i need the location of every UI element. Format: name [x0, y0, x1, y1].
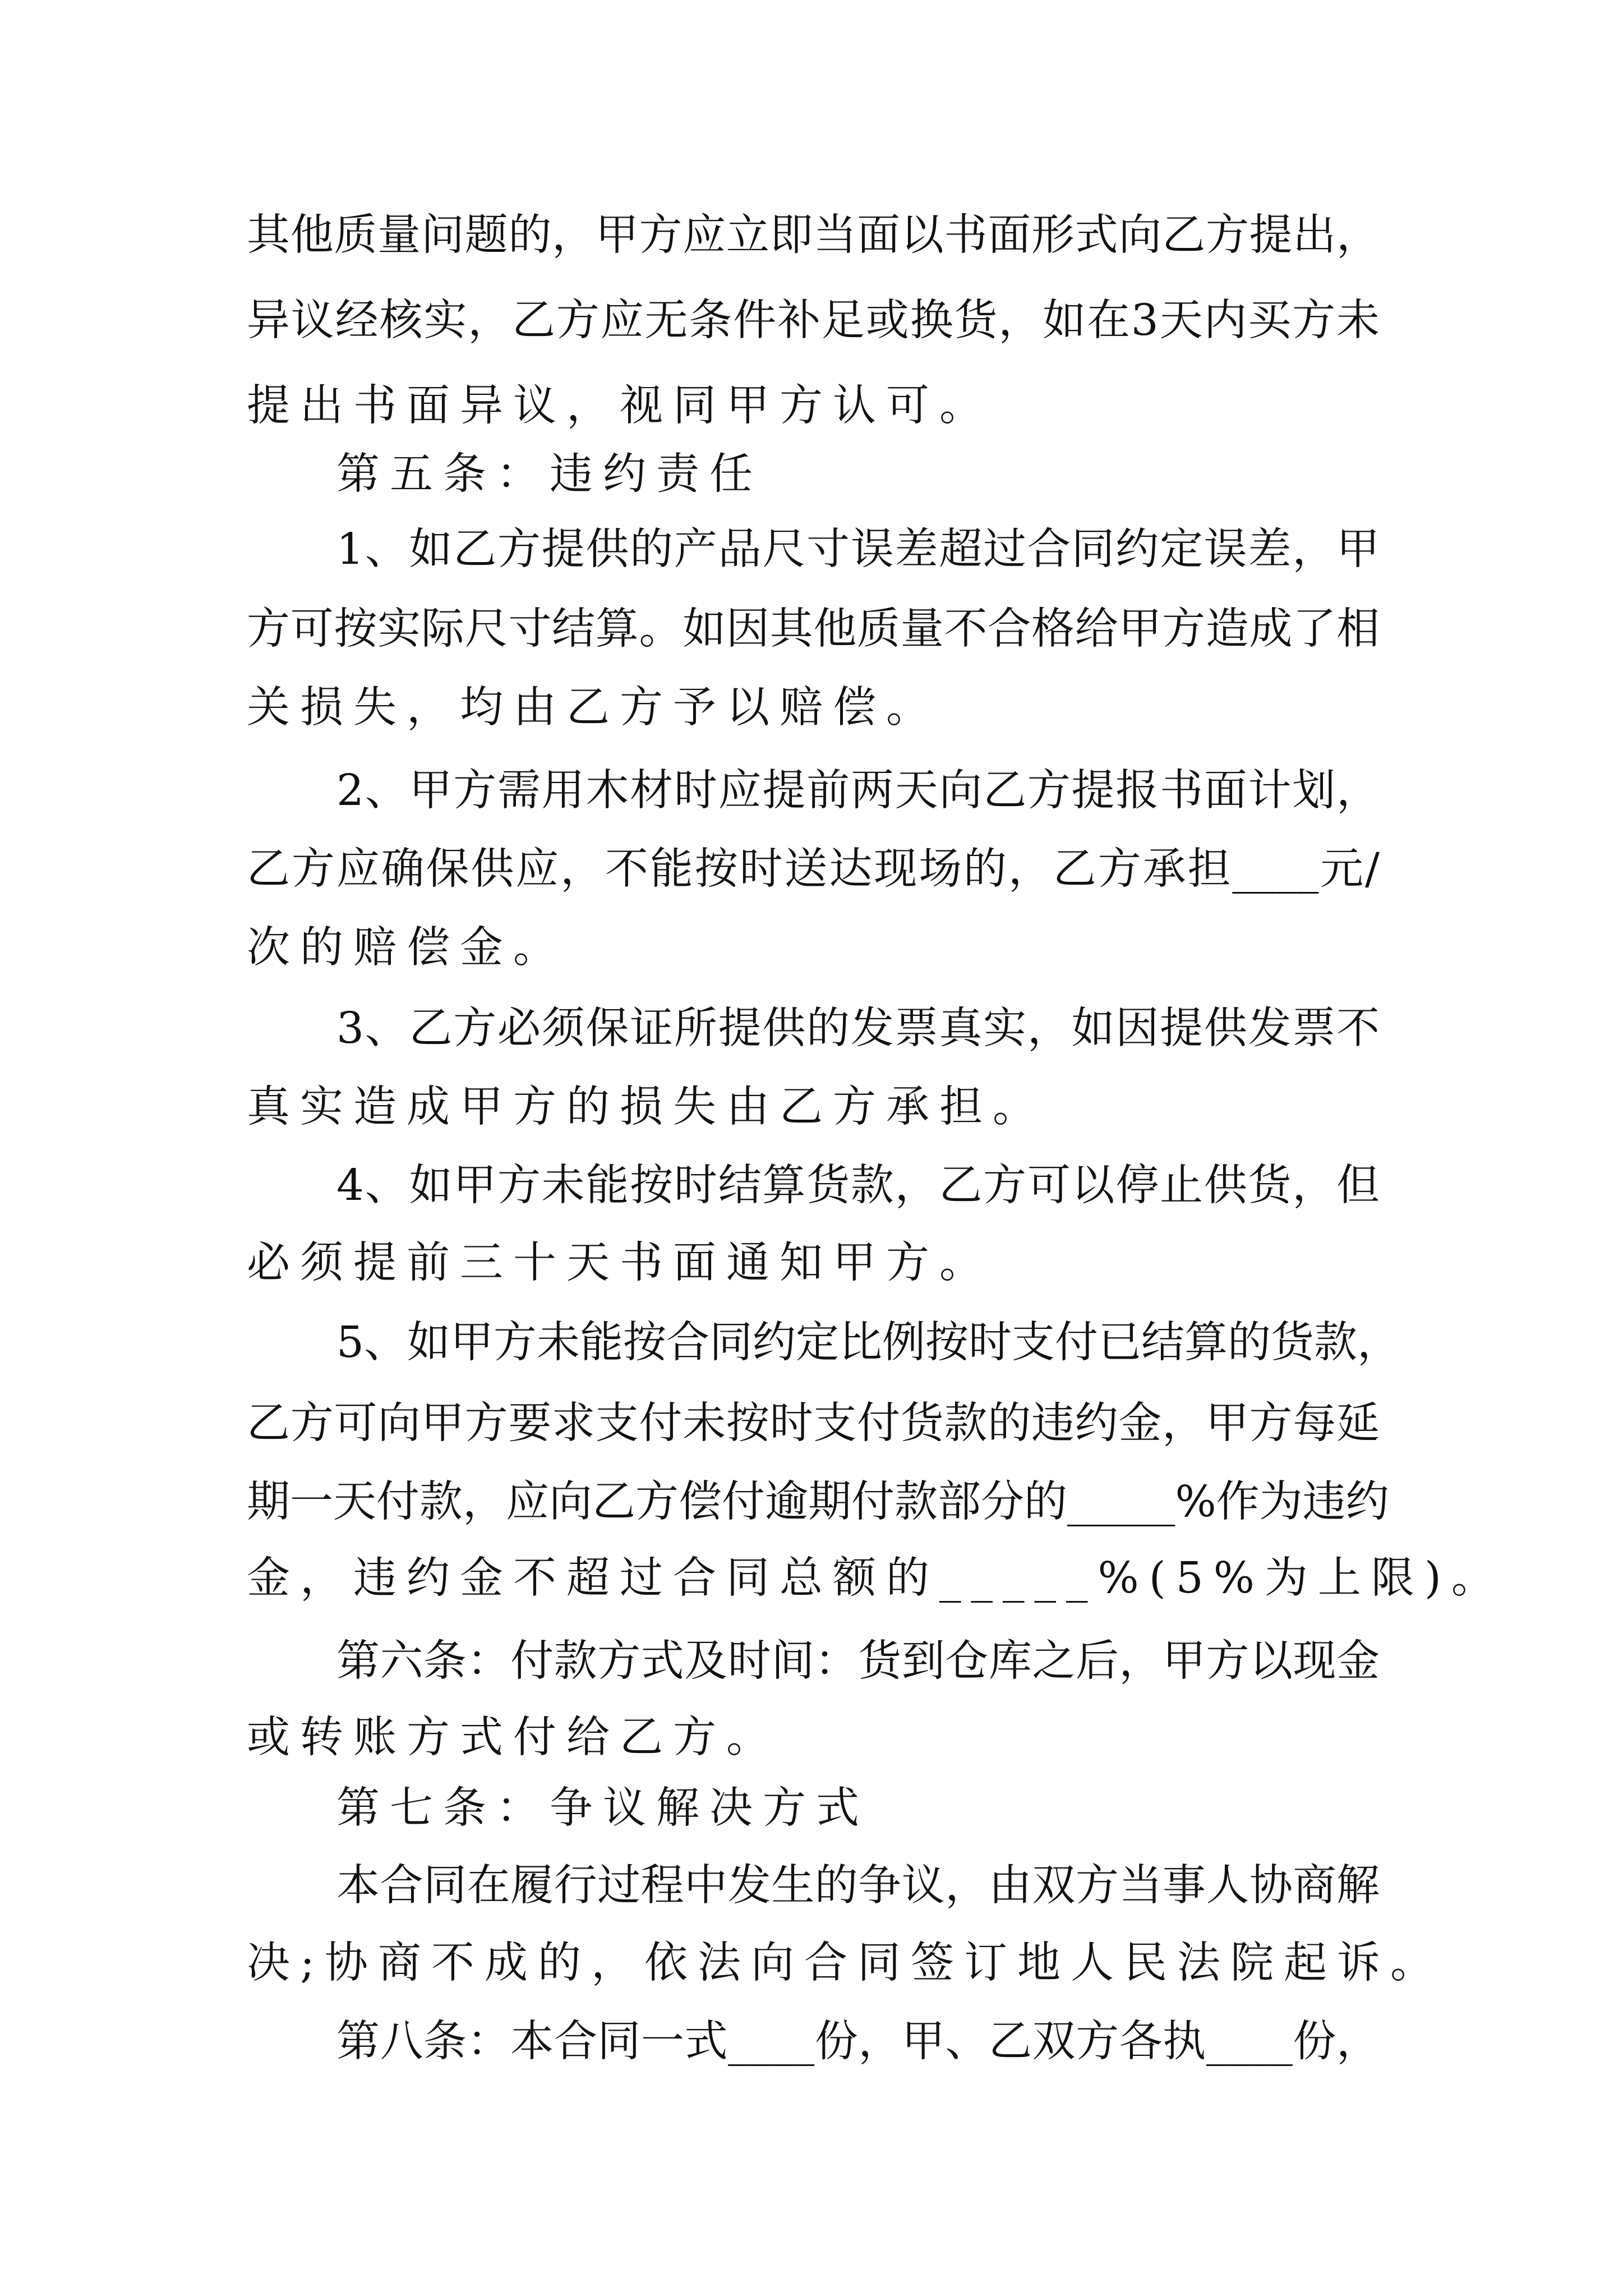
- text-line: 第八条：本合同一式____份，甲、乙双方各执____份，: [336, 2017, 1380, 2067]
- text-line: 提出书面异议，视同甲方认可。: [247, 381, 993, 431]
- text-line: 次的赔偿金。: [247, 923, 566, 973]
- text-line: 期一天付款，应向乙方偿付逾期付款部分的_____%作为违约: [247, 1477, 1389, 1527]
- text-line: 真实造成甲方的损失由乙方承担。: [247, 1082, 1046, 1132]
- text-line: 关损失，均由乙方予以赔偿。: [247, 683, 939, 733]
- text-line: 其他质量问题的，甲方应立即当面以书面形式向乙方提出，: [247, 210, 1380, 260]
- text-line: 第六条：付款方式及时间：货到仓库之后，甲方以现金: [336, 1636, 1380, 1686]
- text-line: 或转账方式付给乙方。: [247, 1713, 780, 1763]
- text-line: 4、如甲方未能按时结算货款，乙方可以停止供货，但: [336, 1161, 1380, 1211]
- text-line: 必须提前三十天书面通知甲方。: [247, 1238, 993, 1288]
- section-heading: 第五条：违约责任: [336, 449, 763, 499]
- text-line: 2、甲方需用木材时应提前两天向乙方提报书面计划，: [336, 766, 1380, 816]
- text-line: 5、如甲方未能按合同约定比例按时支付已结算的货款，: [336, 1318, 1400, 1368]
- text-line: 方可按实际尺寸结算。如因其他质量不合格给甲方造成了相: [247, 604, 1380, 654]
- section-heading: 第七条：争议解决方式: [336, 1783, 869, 1833]
- text-line: 乙方可向甲方要求支付未按时支付货款的违约金，甲方每延: [247, 1398, 1380, 1448]
- text-line: 乙方应确保供应，不能按时送达现场的，乙方承担____元/: [247, 844, 1380, 894]
- text-line: 异议经核实，乙方应无条件补足或换货，如在3天内买方未: [247, 296, 1380, 346]
- text-line: 决;协商不成的，依法向合同签订地人民法院起诉。: [247, 1938, 1444, 1988]
- text-line: 金，违约金不超过合同总额的_____%(5%为上限)。: [247, 1553, 1505, 1603]
- text-line: 本合同在履行过程中发生的争议，由双方当事人协商解: [336, 1861, 1380, 1911]
- text-line: 1、如乙方提供的产品尺寸误差超过合同约定误差，甲: [336, 524, 1380, 574]
- text-line: 3、乙方必须保证所提供的发票真实，如因提供发票不: [336, 1004, 1380, 1053]
